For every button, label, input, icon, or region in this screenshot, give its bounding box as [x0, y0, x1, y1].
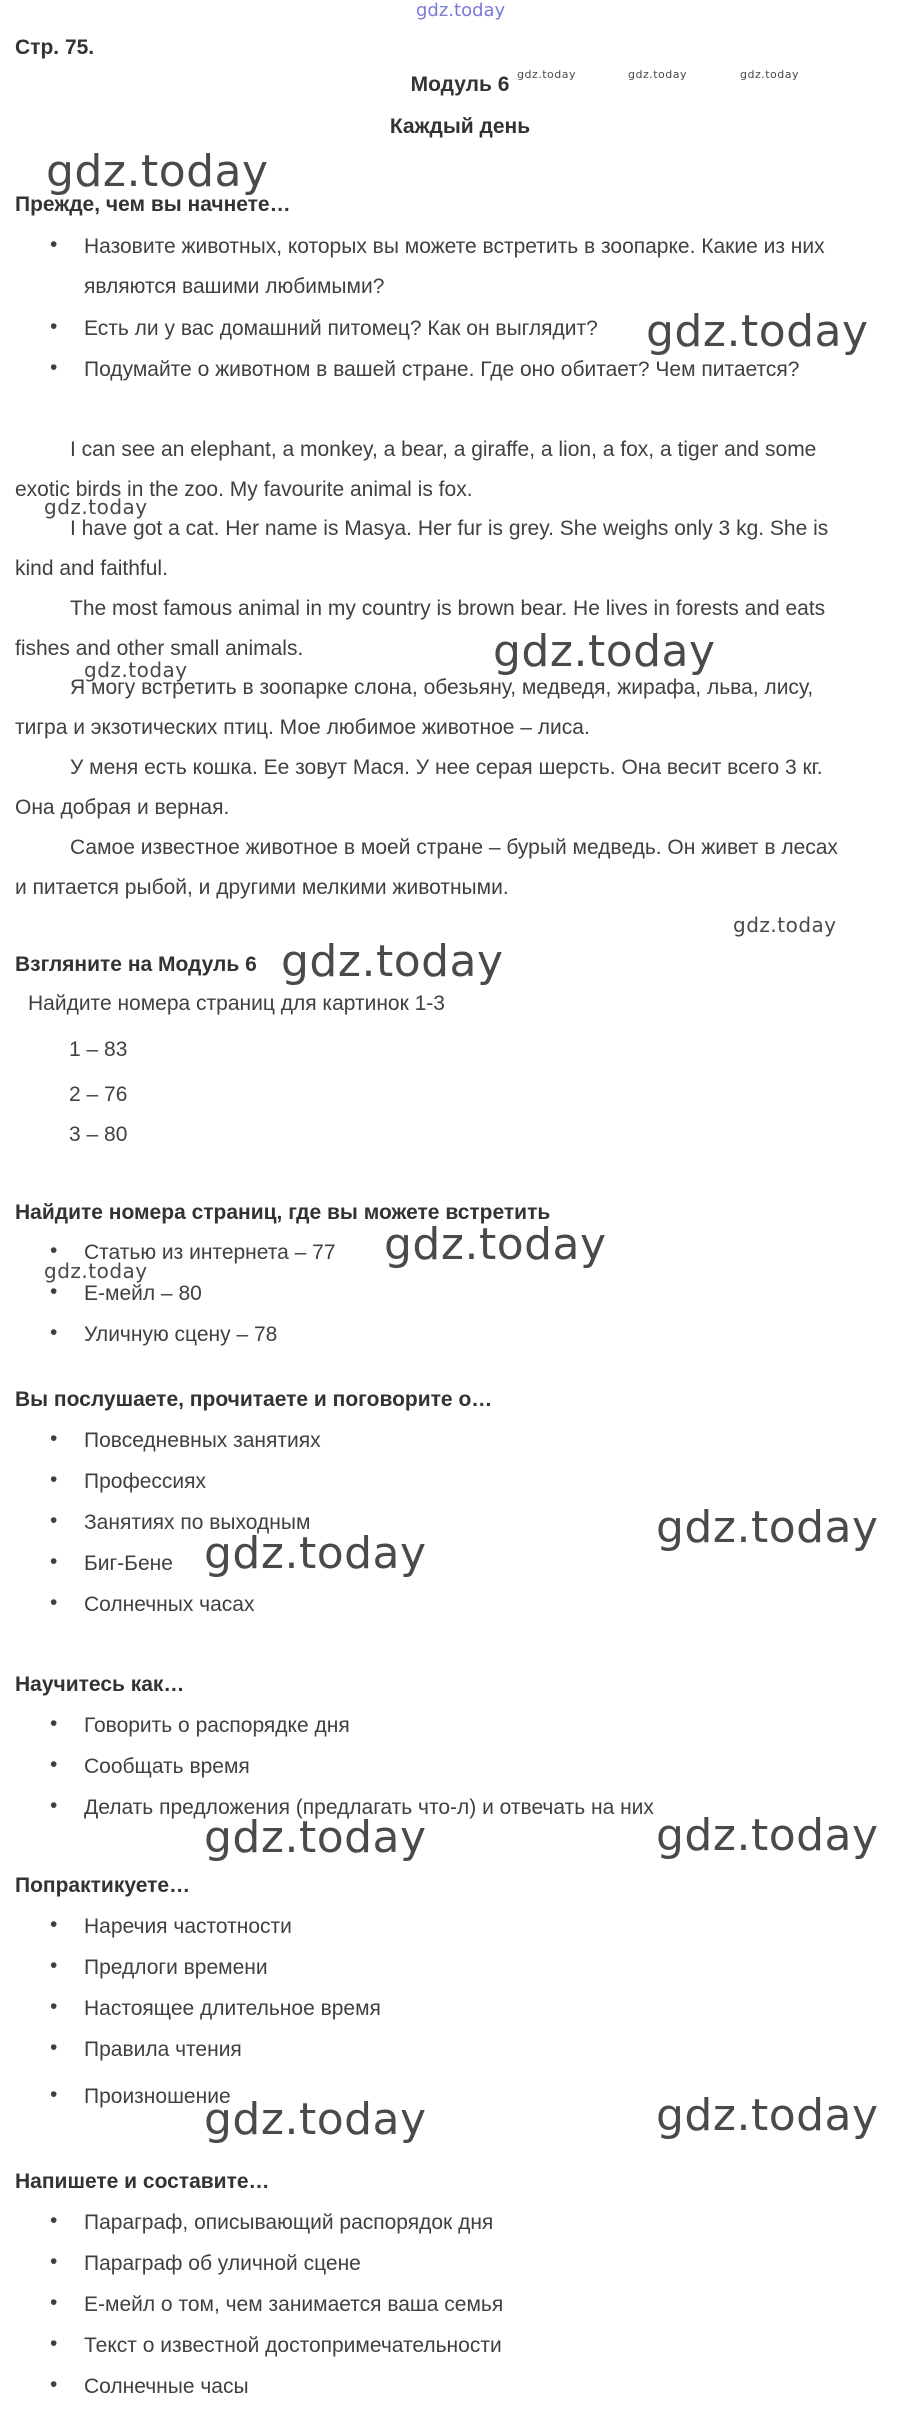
bullet-icon: • — [50, 2373, 58, 2396]
list-item: Параграф об уличной сцене — [84, 2252, 361, 2275]
list-item: Параграф, описывающий распорядок дня — [84, 2211, 494, 2234]
watermark: gdz.today — [628, 68, 688, 81]
bullet-icon: • — [50, 1280, 58, 1303]
watermark: gdz.today — [656, 1502, 879, 1553]
paragraph-line: Она добрая и верная. — [15, 796, 230, 819]
bullet-icon: • — [50, 1954, 58, 1977]
bullet-icon: • — [50, 1550, 58, 1573]
list-item: Статью из интернета – 77 — [84, 1241, 336, 1264]
watermark: gdz.today — [740, 68, 800, 81]
watermark: gdz.today — [204, 2094, 427, 2145]
watermark: gdz.today — [656, 1810, 879, 1861]
list-item: Говорить о распорядке дня — [84, 1714, 350, 1737]
paragraph-line: У меня есть кошка. Ее зовут Мася. У нее серая шерсть. Она весит всего 3 кг. — [70, 756, 823, 779]
bullet-icon: • — [50, 2036, 58, 2059]
watermark: gdz.today — [281, 936, 504, 987]
answer-item: 2 – 76 — [69, 1083, 128, 1106]
section-heading-write: Напишете и составите… — [15, 2170, 270, 2193]
list-item: Текст о известной достопримечательности — [84, 2334, 502, 2357]
bullet-icon: • — [50, 1239, 58, 1262]
bullet-icon: • — [50, 1913, 58, 1936]
bullet-icon: • — [50, 356, 58, 379]
watermark: gdz.today — [204, 1528, 427, 1579]
section-heading-before-start: Прежде, чем вы начнете… — [15, 193, 291, 216]
bullet-icon: • — [50, 1509, 58, 1532]
list-item: Назовите животных, которых вы можете встретить в зоопарке. Какие из них — [84, 235, 825, 258]
list-item: Уличную сцену – 78 — [84, 1323, 278, 1346]
paragraph-line: тигра и экзотических птиц. Мое любимое животное – лиса. — [15, 716, 590, 739]
list-item: Правила чтения — [84, 2038, 242, 2061]
top-watermark: gdz.today — [416, 0, 506, 21]
bullet-icon: • — [50, 315, 58, 338]
list-item: Делать предложения (предлагать что-л) и отвечать на них — [84, 1796, 654, 1819]
list-item: Повседневных занятиях — [84, 1429, 321, 1452]
paragraph-line: I can see an elephant, a monkey, a bear, a giraffe, a lion, a fox, a tiger and some — [70, 438, 817, 461]
bullet-icon: • — [50, 233, 58, 256]
paragraph-line: I have got a cat. Her name is Masya. Her fur is grey. She weighs only 3 kg. She is — [70, 517, 829, 540]
section-heading-listen: Вы послушаете, прочитаете и поговорите о… — [15, 1388, 493, 1411]
paragraph-line: fishes and other small animals. — [15, 637, 304, 660]
list-item: Есть ли у вас домашний питомец? Как он выглядит? — [84, 317, 598, 340]
bullet-icon: • — [50, 1591, 58, 1614]
list-item: Е-мейл – 80 — [84, 1282, 202, 1305]
list-item: Наречия частотности — [84, 1915, 292, 1938]
watermark: gdz.today — [44, 1259, 148, 1283]
watermark: gdz.today — [733, 913, 837, 937]
list-item: Занятиях по выходным — [84, 1511, 311, 1534]
list-item: Солнечных часах — [84, 1593, 255, 1616]
watermark: gdz.today — [44, 495, 148, 519]
bullet-icon: • — [50, 2209, 58, 2232]
watermark: gdz.today — [46, 146, 269, 197]
paragraph-line: и питается рыбой, и другими мелкими животными. — [15, 876, 509, 899]
list-item: Профессиях — [84, 1470, 207, 1493]
watermark: gdz.today — [84, 658, 188, 682]
list-item: Солнечные часы — [84, 2375, 249, 2398]
list-item: Настоящее длительное время — [84, 1997, 381, 2020]
watermark: gdz.today — [384, 1219, 607, 1270]
watermark: gdz.today — [493, 626, 716, 677]
paragraph-line: Самое известное животное в моей стране – бурый медведь. Он живет в лесах — [70, 836, 838, 859]
list-item: Предлоги времени — [84, 1956, 268, 1979]
bullet-icon: • — [50, 1427, 58, 1450]
bullet-icon: • — [50, 1468, 58, 1491]
list-item: Е-мейл о том, чем занимается ваша семья — [84, 2293, 504, 2316]
section-heading-find-pages: Найдите номера страниц, где вы можете встретить — [15, 1201, 551, 1224]
list-item: Подумайте о животном в вашей стране. Где оно обитает? Чем питается? — [84, 358, 800, 381]
answer-item: 3 – 80 — [69, 1123, 128, 1146]
watermark: gdz.today — [646, 306, 869, 357]
bullet-icon: • — [50, 1794, 58, 1817]
page-label: Стр. 75. — [15, 36, 95, 59]
paragraph-line: The most famous animal in my country is brown bear. He lives in forests and eats — [70, 597, 826, 620]
bullet-icon: • — [50, 1995, 58, 2018]
bullet-icon: • — [50, 1321, 58, 1344]
page-title: Модуль 6 — [410, 73, 510, 96]
bullet-icon: • — [50, 1753, 58, 1776]
page-subtitle: Каждый день — [389, 115, 531, 138]
section-heading-practice: Попрактикуете… — [15, 1874, 191, 1897]
bullet-icon: • — [50, 2332, 58, 2355]
bullet-icon: • — [50, 1712, 58, 1735]
list-item: Сообщать время — [84, 1755, 250, 1778]
answer-item: 1 – 83 — [69, 1038, 128, 1061]
task-text: Найдите номера страниц для картинок 1-3 — [28, 992, 445, 1015]
watermark: gdz.today — [656, 2090, 879, 2141]
list-item: Биг-Бене — [84, 1552, 173, 1575]
bullet-icon: • — [50, 2083, 58, 2106]
section-heading-learn: Научитесь как… — [15, 1673, 185, 1696]
bullet-icon: • — [50, 2291, 58, 2314]
bullet-icon: • — [50, 2250, 58, 2273]
section-heading-look-module: Взгляните на Модуль 6 — [15, 953, 257, 976]
paragraph-line: exotic birds in the zoo. My favourite animal is fox. — [15, 478, 473, 501]
list-item: являются вашими любимыми? — [84, 275, 385, 298]
list-item: Произношение — [84, 2085, 231, 2108]
paragraph-line: kind and faithful. — [15, 557, 168, 580]
paragraph-line: Я могу встретить в зоопарке слона, обезьяну, медведя, жирафа, льва, лису, — [70, 676, 814, 699]
watermark: gdz.today — [517, 68, 577, 81]
watermark: gdz.today — [204, 1812, 427, 1863]
